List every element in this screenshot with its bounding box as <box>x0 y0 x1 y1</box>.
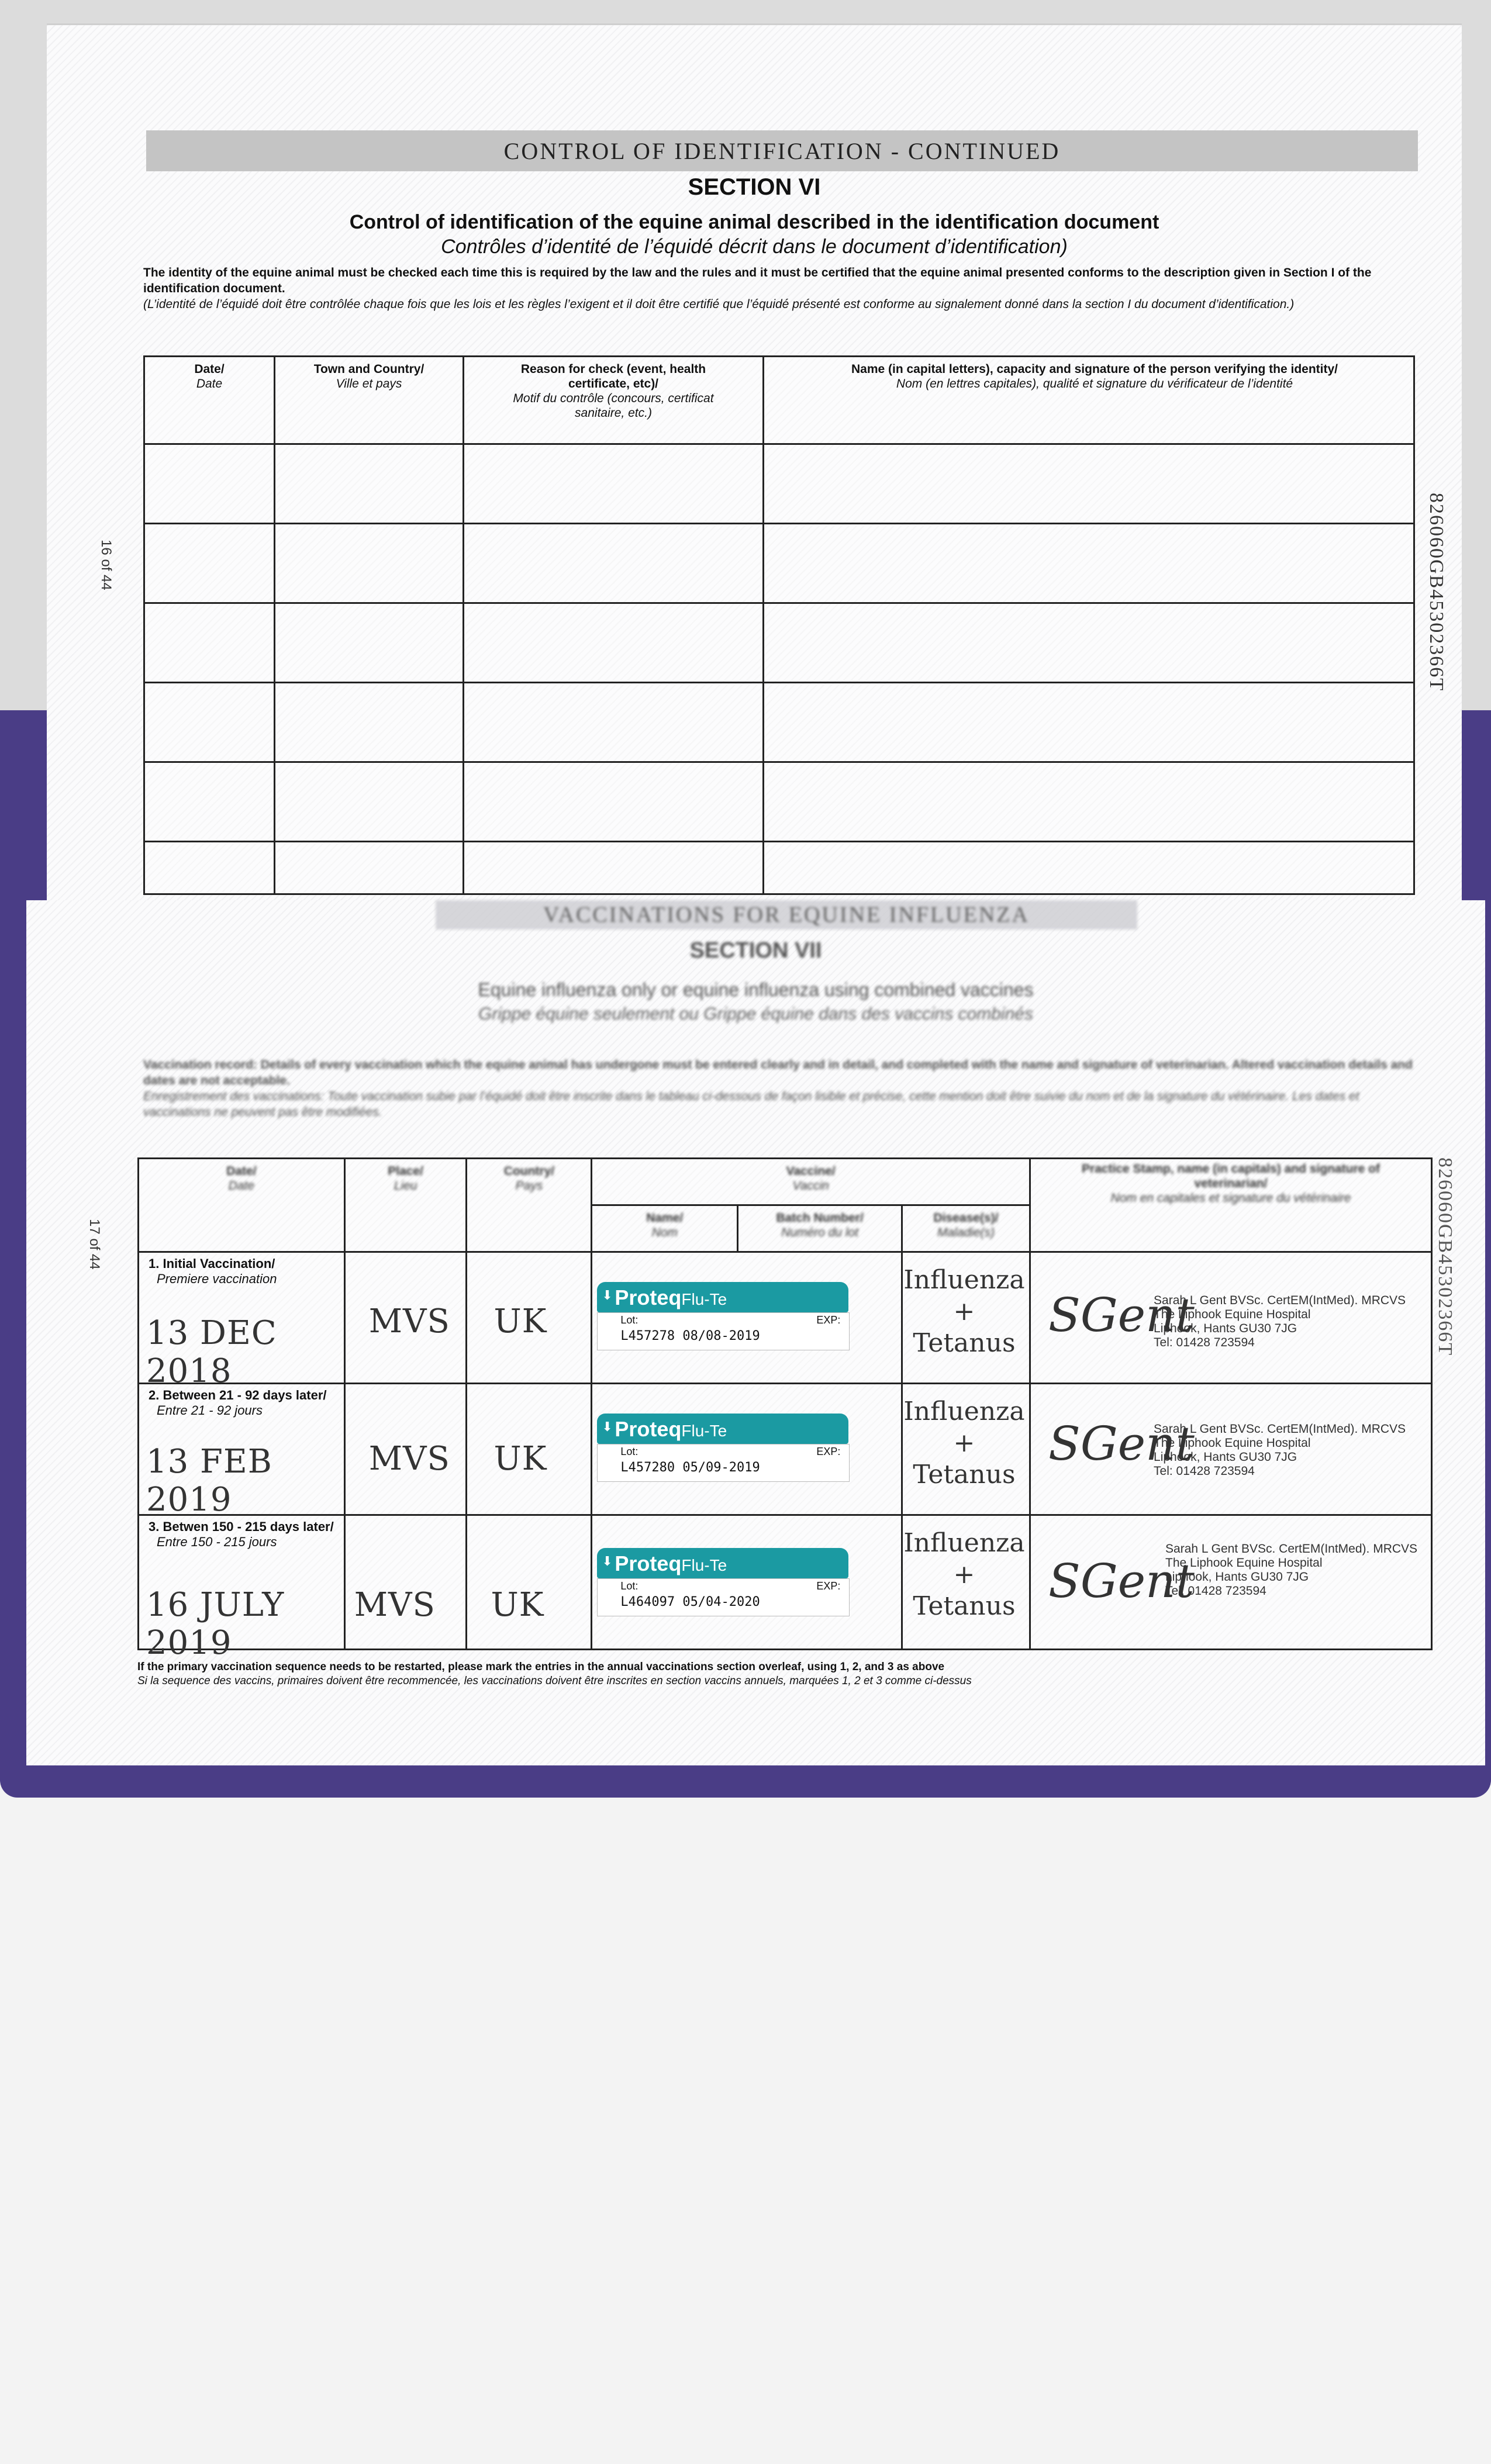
sticker-brand: Proteq <box>615 1285 682 1309</box>
handwritten-place: MVS <box>368 1440 450 1478</box>
arrow-down-icon: ⬇ <box>602 1419 613 1434</box>
page-16 <box>47 23 1462 920</box>
practice-cell <box>1030 1252 1432 1384</box>
col-header-batch: Batch Number/ Numéro du lot <box>738 1205 902 1252</box>
section-title: Equine influenza only or equine influenza using combined vaccines <box>478 979 1034 1000</box>
handwritten-date: 13 DEC 2018 <box>146 1314 277 1390</box>
practice-cell <box>1030 1515 1432 1650</box>
lot-label: Lot: <box>620 1446 638 1457</box>
sticker-brand: Proteq <box>615 1551 682 1575</box>
sticker-product: Flu-Te <box>681 1422 727 1440</box>
passport-serial: 826060GB45302366T <box>1434 1157 1456 1356</box>
handwritten-place: MVS <box>354 1586 436 1624</box>
col-header-date: Date/ Date <box>139 1159 345 1252</box>
sticker-brand: Proteq <box>615 1417 682 1441</box>
footnote <box>137 1660 1435 1688</box>
handwritten-disease: Influenza + Tetanus <box>903 1265 1025 1358</box>
lot-label: Lot: <box>620 1314 638 1326</box>
handwritten-country: UK <box>493 1440 547 1478</box>
date-cell <box>139 1252 345 1390</box>
arrow-down-icon: ⬇ <box>602 1288 613 1302</box>
page-number: 17 of 44 <box>87 1219 102 1270</box>
page-17 <box>26 900 1485 1765</box>
table-row <box>144 444 1414 524</box>
handwritten-country: UK <box>491 1586 544 1624</box>
section-title-french: Grippe équine seulement ou Grippe équine dans des vaccins combinés <box>478 1004 1033 1024</box>
row-label: 1. Initial Vaccination/ <box>149 1256 275 1271</box>
lot-number: L457278 08/08-2019 <box>620 1329 760 1343</box>
handwritten-date: 13 FEB 2019 <box>146 1443 272 1519</box>
col-header-place: Place/ Lieu <box>344 1159 467 1252</box>
arrow-down-icon: ⬇ <box>602 1554 613 1568</box>
sticker-product: Flu-Te <box>681 1556 727 1574</box>
intro-french: (L’identité de l’équidé doit être contrôlée chaque fois que les lois et les règles l’exigent et il doit être certifié que l’équidé présenté est conforme au signalement donné dans la section I du document d’identification.) <box>143 298 1295 311</box>
row-label: 3. Betwen 150 - 215 days later/ <box>149 1519 334 1534</box>
country-cell <box>467 1252 592 1384</box>
section-banner: CONTROL OF IDENTIFICATION - CONTINUED <box>146 130 1418 171</box>
country-cell <box>467 1384 592 1515</box>
row-label: 2. Between 21 - 92 days later/ <box>149 1388 327 1402</box>
country-cell <box>467 1515 592 1650</box>
col-header-disease: Disease(s)/ Maladie(s) <box>902 1205 1030 1252</box>
col-header-date: Date/ Date <box>144 357 275 444</box>
date-cell <box>139 1384 345 1519</box>
col-header-vaccine: Vaccine/ Vaccin <box>592 1159 1030 1205</box>
lot-label: Lot: <box>620 1580 638 1592</box>
place-cell <box>344 1515 467 1650</box>
section-heading: SECTION VI <box>688 174 821 200</box>
vet-signature: SGent <box>1048 1416 1195 1471</box>
vaccine-sticker <box>597 1548 848 1615</box>
col-header-name: Name/ Nom <box>592 1205 738 1252</box>
handwritten-disease: Influenza + Tetanus <box>903 1397 1025 1490</box>
passport-serial: 826060GB45302366T <box>1426 493 1447 692</box>
table-row <box>144 524 1414 603</box>
section-title: Control of identification of the equine animal described in the identification document <box>349 211 1159 233</box>
lot-number: L457280 05/09-2019 <box>620 1460 760 1475</box>
vaccination-row-1 <box>139 1252 1432 1384</box>
practice-stamp: Sarah L Gent BVSc. CertEM(IntMed). MRCVS The Liphook Equine Hospital Liphook, Hants GU30 7JG Tel: 01428 723594 <box>1154 1422 1406 1478</box>
vaccine-sticker <box>597 1282 848 1349</box>
vaccination-row-2 <box>139 1384 1432 1515</box>
disease-cell <box>902 1515 1030 1650</box>
footnote-french: Si la sequence des vaccins, primaires doivent être recommencée, les vaccinations doivent être inscrites en section vaccins annuels, marquées 1, 2 et 3 comme ci-dessus <box>137 1675 972 1687</box>
row-label-french: Premiere vaccination <box>157 1271 277 1286</box>
lot-number: L464097 05/04-2020 <box>620 1595 760 1609</box>
table-row <box>144 842 1414 894</box>
col-header-country: Country/ Pays <box>467 1159 592 1252</box>
practice-cell <box>1030 1384 1432 1515</box>
handwritten-disease: Influenza + Tetanus <box>903 1528 1025 1621</box>
disease-cell <box>902 1384 1030 1515</box>
col-header-practice: Practice Stamp, name (in capitals) and signature of veterinarian/ Nom en capitales et signature du vétérinaire <box>1030 1159 1432 1252</box>
place-cell <box>344 1252 467 1384</box>
vaccination-row-3 <box>139 1515 1432 1650</box>
section-banner: VACCINATIONS FOR EQUINE INFLUENZA <box>436 900 1137 929</box>
vet-signature: SGent <box>1048 1288 1195 1342</box>
intro-french: Enregistrement des vaccinations: Toute vaccination subie par l’équidé doit être inscrite dans le tableau ci-dessous de façon lisible et précise, cette mention doit être suivie du nom et de la signature du vétérinaire. Les dates et vaccinations ne peuvent pas être modifiées. <box>143 1090 1359 1119</box>
practice-stamp: Sarah L Gent BVSc. CertEM(IntMed). MRCVS The Liphook Equine Hospital Liphook, Hants GU30 7JG Tel: 01428 723594 <box>1165 1542 1418 1598</box>
col-header-town: Town and Country/ Ville et pays <box>275 357 464 444</box>
vaccine-sticker-cell <box>592 1384 902 1515</box>
exp-label: EXP: <box>816 1580 841 1592</box>
table-row <box>144 762 1414 842</box>
disease-cell <box>902 1252 1030 1384</box>
vaccine-sticker <box>597 1414 848 1481</box>
row-label-french: Entre 150 - 215 jours <box>157 1535 277 1549</box>
date-cell <box>139 1515 345 1662</box>
footnote-english: If the primary vaccination sequence needs to be restarted, please mark the entries in the annual vaccinations section overleaf, using 1, 2, and 3 as above <box>137 1661 945 1673</box>
section-heading: SECTION VII <box>689 938 822 963</box>
handwritten-date: 16 JULY 2019 <box>146 1586 285 1662</box>
place-cell <box>344 1384 467 1515</box>
col-header-reason: Reason for check (event, health certificate, etc)/ Motif du contrôle (concours, certificat sanitaire, etc.) <box>464 357 764 444</box>
intro-english: Vaccination record: Details of every vaccination which the equine animal has undergone must be entered clearly and in detail, and completed with the name and signature of veterinarian. Altered vaccination details and dates are not acceptable. <box>143 1058 1413 1087</box>
exp-label: EXP: <box>816 1446 841 1457</box>
practice-stamp: Sarah L Gent BVSc. CertEM(IntMed). MRCVS The Liphook Equine Hospital Liphook, Hants GU30 7JG Tel: 01428 723594 <box>1154 1294 1406 1349</box>
intro-text <box>143 265 1400 312</box>
intro-english: The identity of the equine animal must be checked each time this is required by the law and the rules and it must be certified that the equine animal presented conforms to the description given in Section I of the identification document. <box>143 266 1372 295</box>
section-title-french: Contrôles d’identité de l’équidé décrit dans le document d’identification) <box>441 236 1068 258</box>
table-row <box>144 603 1414 683</box>
col-header-name: Name (in capital letters), capacity and signature of the person verifying the identity/ Nom (en lettres capitales), qualité et signature du vérificateur de l’identité <box>764 357 1414 444</box>
row-label-french: Entre 21 - 92 jours <box>157 1403 263 1418</box>
exp-label: EXP: <box>816 1314 841 1326</box>
identity-check-table <box>143 355 1415 895</box>
vaccine-sticker-cell <box>592 1515 902 1650</box>
sticker-product: Flu-Te <box>681 1290 727 1308</box>
vaccination-table <box>137 1157 1433 1662</box>
vet-signature: SGent <box>1048 1554 1195 1608</box>
vaccine-sticker-cell <box>592 1252 902 1384</box>
intro-text <box>143 1057 1424 1120</box>
table-row <box>144 683 1414 762</box>
handwritten-place: MVS <box>368 1302 450 1340</box>
page-number: 16 of 44 <box>98 540 114 590</box>
handwritten-country: UK <box>493 1302 547 1340</box>
